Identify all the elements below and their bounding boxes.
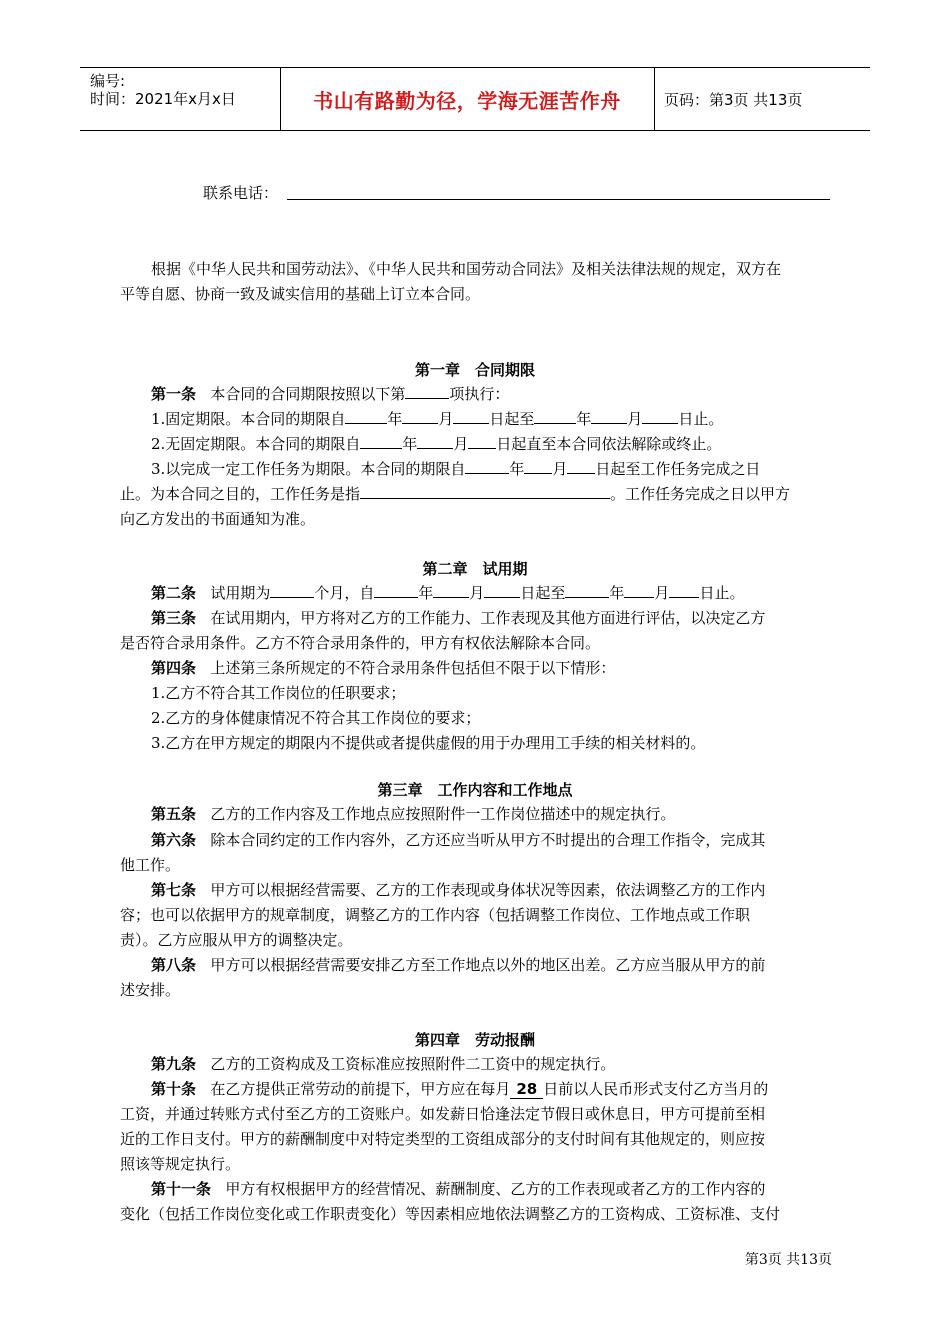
article-text: 在乙方提供正常劳动的前提下，甲方应在每月	[210, 1080, 511, 1098]
item-text: 。工作任务完成之日以甲方	[610, 485, 791, 503]
blank-field[interactable]	[374, 583, 418, 598]
article-1-item-3-cont	[120, 484, 790, 504]
header-divider	[654, 68, 655, 130]
intro-text: 平等自愿、协商一致及诚实信用的基础上订立本合同。	[120, 285, 481, 303]
article-3	[151, 608, 765, 628]
item-text: 日起至工作任务完成之日	[595, 460, 761, 478]
item-text: 月	[627, 410, 643, 428]
article-7	[151, 880, 765, 900]
article-label: 第二条	[151, 584, 197, 602]
list-item: 1.乙方不符合其工作岗位的任职要求；	[151, 684, 406, 702]
header-page-info: 页码：第3页 共13页	[664, 90, 803, 109]
list-item: 2.乙方的身体健康情况不符合其工作岗位的要求；	[151, 709, 481, 727]
article-text: 工资，并通过转账方式付至乙方的工资账户。如发薪日恰逢法定节假日或休息日，甲方可提前至相	[120, 1105, 766, 1123]
chapter-heading: 第一章 合同期限	[414, 361, 535, 379]
article-text: 个月，自	[314, 584, 375, 602]
serial-label: 编号:	[90, 72, 126, 90]
blank-field[interactable]	[405, 384, 449, 399]
article-text: 年	[609, 584, 625, 602]
article-text: 变化（包括工作岗位变化或工作职责变化）等因素相应地依法调整乙方的工资构成、工资标准、支付	[120, 1205, 781, 1223]
blank-field[interactable]	[417, 434, 453, 449]
article-text: 甲方可以根据经营需要安排乙方至工作地点以外的地区出差。乙方应当服从甲方的前	[210, 956, 766, 974]
blank-field[interactable]	[534, 409, 576, 424]
blank-field[interactable]	[468, 434, 496, 449]
article-text: 甲方可以根据经营需要、乙方的工作表现或身体状况等因素，依法调整乙方的工作内	[210, 881, 766, 899]
blank-field[interactable]	[270, 583, 314, 598]
blank-field[interactable]	[402, 409, 438, 424]
article-text: 月	[469, 584, 485, 602]
page-header	[80, 67, 870, 131]
article-label: 第四条	[151, 659, 197, 677]
article-1-item-1	[151, 409, 723, 429]
article-1	[151, 384, 509, 404]
article-label: 第五条	[151, 805, 197, 823]
item-text: 日止。	[678, 410, 724, 428]
blank-field[interactable]	[465, 459, 509, 474]
item-text: 日起至	[489, 410, 535, 428]
article-text: 他工作。	[120, 856, 181, 874]
article-6	[151, 830, 765, 850]
item-text: 年	[576, 410, 592, 428]
item-text: 2.无固定期限。本合同的期限自	[151, 435, 361, 453]
item-text: 向乙方发出的书面通知为准。	[120, 510, 316, 528]
article-1-item-2	[151, 434, 721, 454]
article-text: 甲方有权根据甲方的经营情况、薪酬制度、乙方的工作表现或者乙方的工作内容的	[225, 1180, 766, 1198]
item-text: 1.固定期限。本合同的期限自	[151, 410, 346, 428]
article-2	[151, 583, 744, 603]
article-text: 近的工作日支付。甲方的薪酬制度中对特定类型的工资组成部分的支付时间有其他规定的，则应按	[120, 1130, 766, 1148]
article-text: 乙方的工资构成及工资标准应按照附件二工资中的规定执行。	[210, 1055, 616, 1073]
article-text: 上述第三条所规定的不符合录用条件包括但不限于以下情形：	[210, 659, 616, 677]
blank-field[interactable]	[360, 484, 610, 499]
article-text: 容；也可以依据甲方的规章制度，调整乙方的工作内容（包括调整工作岗位、工作地点或工作职	[120, 906, 751, 924]
chapter-heading: 第二章 试用期	[422, 560, 528, 578]
article-text: 项执行：	[449, 385, 510, 403]
blank-field[interactable]	[669, 583, 699, 598]
article-text: 乙方的工作内容及工作地点应按照附件一工作岗位描述中的规定执行。	[210, 805, 676, 823]
intro-text: 根据《中华人民共和国劳动法》、《中华人民共和国劳动合同法》及相关法律法规的规定，双方在	[151, 260, 782, 278]
article-text: 除本合同约定的工作内容外，乙方还应当听从甲方不时提出的合理工作指令，完成其	[210, 831, 766, 849]
item-text: 止。为本合同之目的，工作任务是指	[120, 485, 361, 503]
article-text: 责）。乙方应服从甲方的调整决定。	[120, 931, 353, 949]
article-5	[151, 804, 675, 824]
pay-day-value[interactable]: 28	[510, 1080, 543, 1099]
header-meta	[80, 68, 280, 130]
article-label: 第三条	[151, 609, 197, 627]
article-label: 第七条	[151, 881, 197, 899]
blank-field[interactable]	[565, 583, 609, 598]
article-11	[151, 1179, 765, 1199]
article-8	[151, 955, 765, 975]
article-text: 在试用期内，甲方将对乙方的工作能力、工作表现及其他方面进行评估，以决定乙方	[210, 609, 766, 627]
article-1-item-3	[151, 459, 760, 479]
item-text: 月	[453, 435, 469, 453]
article-text: 日起至	[520, 584, 566, 602]
contact-phone-field[interactable]	[287, 199, 830, 200]
item-text: 3.以完成一定工作任务为期限。本合同的期限自	[151, 460, 466, 478]
page-footer: 第3页 共13页	[744, 1252, 832, 1268]
blank-field[interactable]	[345, 409, 387, 424]
chapter-heading: 第三章 工作内容和工作地点	[377, 781, 573, 799]
article-label: 第十条	[151, 1080, 197, 1098]
article-text: 本合同的合同期限按照以下第	[210, 385, 406, 403]
blank-field[interactable]	[433, 583, 469, 598]
blank-field[interactable]	[591, 409, 627, 424]
article-text: 年	[418, 584, 434, 602]
article-label: 第九条	[151, 1055, 197, 1073]
blank-field[interactable]	[642, 409, 678, 424]
article-label: 第八条	[151, 956, 197, 974]
list-item: 3.乙方在甲方规定的期限内不提供或者提供虚假的用于办理用工手续的相关材料的。	[151, 734, 706, 752]
item-text: 日起直至本合同依法解除或终止。	[496, 435, 722, 453]
header-motto: 书山有路勤为径，学海无涯苦作舟	[313, 88, 621, 113]
article-9	[151, 1054, 615, 1074]
chapter-heading: 第四章 劳动报酬	[414, 1031, 535, 1049]
article-text: 照该等规定执行。	[120, 1155, 241, 1173]
article-text: 述安排。	[120, 981, 181, 999]
article-text: 月	[654, 584, 670, 602]
blank-field[interactable]	[360, 434, 402, 449]
article-4	[151, 658, 615, 678]
contact-phone-label: 联系电话：	[203, 184, 279, 202]
item-text: 月	[438, 410, 454, 428]
article-label: 第一条	[151, 385, 197, 403]
article-label: 第六条	[151, 831, 197, 849]
article-label: 第十一条	[151, 1180, 212, 1198]
blank-field[interactable]	[524, 459, 552, 474]
article-text: 日前以人民币形式支付乙方当月的	[543, 1080, 769, 1098]
blank-field[interactable]	[624, 583, 654, 598]
item-text: 年	[387, 410, 403, 428]
article-text: 日止。	[699, 584, 745, 602]
article-text: 试用期为	[210, 584, 271, 602]
blank-field[interactable]	[567, 459, 595, 474]
item-text: 月	[552, 460, 568, 478]
article-text: 是否符合录用条件。乙方不符合录用条件的，甲方有权依法解除本合同。	[120, 634, 601, 652]
blank-field[interactable]	[484, 583, 520, 598]
blank-field[interactable]	[453, 409, 489, 424]
item-text: 年	[402, 435, 418, 453]
time-label: 时间：2021年x月x日	[90, 90, 236, 108]
article-10	[151, 1079, 768, 1099]
item-text: 年	[509, 460, 525, 478]
